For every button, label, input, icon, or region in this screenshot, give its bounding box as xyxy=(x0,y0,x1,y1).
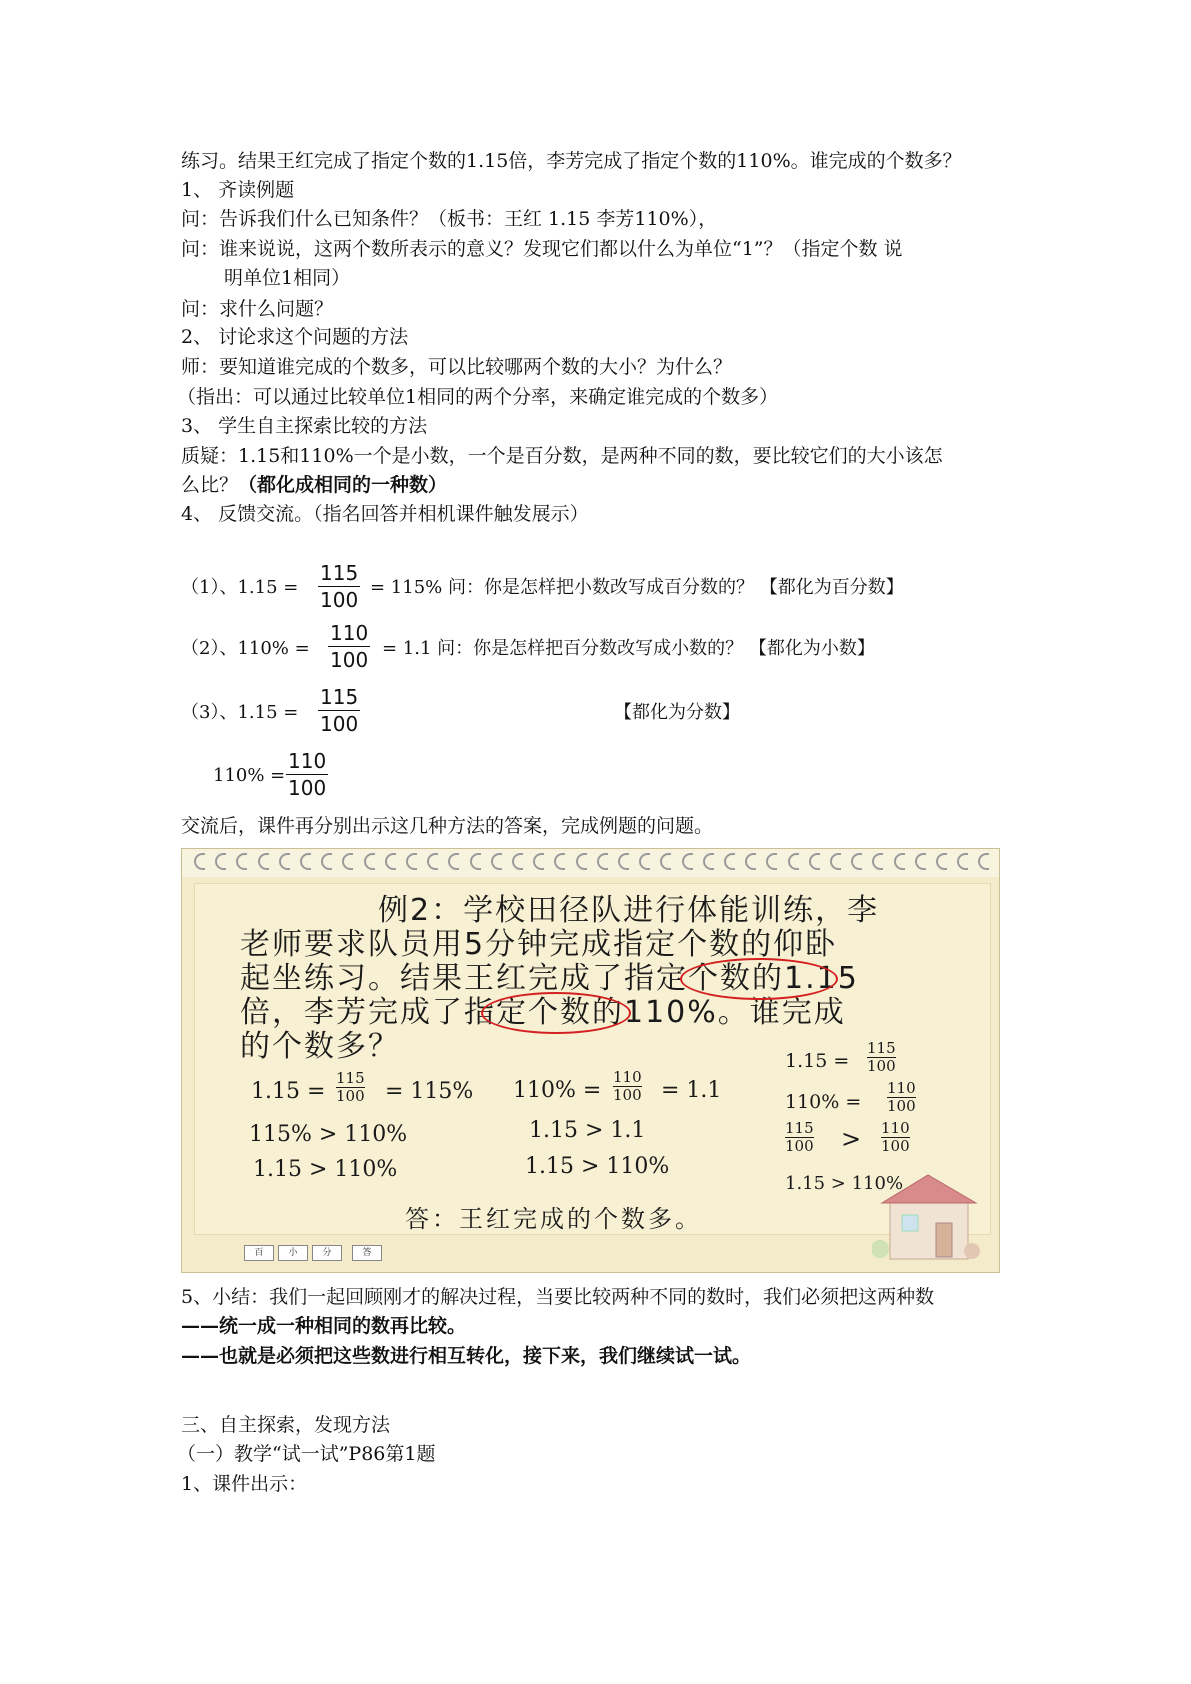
slide-image xyxy=(181,848,1000,1273)
slide-text-line: 老师要求队员用5分钟完成指定个数的仰卧 xyxy=(240,927,838,962)
binder-ring xyxy=(894,853,905,870)
numerator: 110 xyxy=(288,749,327,773)
text-line: 练习。结果王红完成了指定个数的1.15倍，李芳完成了指定个数的110%。谁完成的个数多？ xyxy=(181,150,962,172)
slide-fraction xyxy=(785,1120,814,1155)
text-line xyxy=(181,472,447,498)
binder-ring xyxy=(215,853,226,870)
slide-math: 1.15 > 110% xyxy=(253,1157,398,1182)
nav-button-decimal[interactable]: 小 xyxy=(278,1245,308,1261)
slide-math: 115% > 110% xyxy=(249,1122,408,1147)
slide-math: 1.15 > 110% xyxy=(785,1173,904,1194)
slide-fraction xyxy=(887,1080,916,1115)
text-line: 问：谁来说说，这两个数所表示的意义？发现它们都以什么为单位“1”？（指定个数 说 xyxy=(181,238,903,260)
denominator: 100 xyxy=(613,1086,642,1104)
slide-math: 110% = xyxy=(513,1078,602,1103)
binder-ring xyxy=(618,853,629,870)
math-text: = 1.1 问：你是怎样把百分数改写成小数的？ 【都化为小数】 xyxy=(382,638,875,659)
binder-ring xyxy=(406,853,417,870)
binder-ring xyxy=(809,853,820,870)
fraction xyxy=(328,620,370,673)
highlight-oval xyxy=(680,958,838,1000)
binder-ring xyxy=(533,853,544,870)
math-label: （1）、1.15 = xyxy=(181,577,299,598)
section-heading: 1、 齐读例题 xyxy=(181,179,295,201)
binder-ring xyxy=(830,853,841,870)
bold-line: ——也就是必须把这些数进行相互转化，接下来，我们继续试一试。 xyxy=(181,1345,752,1367)
denominator: 100 xyxy=(288,776,327,800)
numerator: 115 xyxy=(867,1039,896,1057)
math-label: 110% = xyxy=(213,765,286,786)
binder-ring xyxy=(491,853,502,870)
nav-button-fraction[interactable]: 分 xyxy=(312,1245,342,1261)
denominator: 100 xyxy=(320,712,359,736)
binder-ring xyxy=(936,853,947,870)
bold-span: （都化成相同的一种数） xyxy=(238,474,448,496)
denominator: 100 xyxy=(785,1137,814,1155)
slide-answer: 答：王红完成的个数多。 xyxy=(405,1205,702,1233)
slide-text-line: 倍，李芳完成了指定个数的110%。谁完成 xyxy=(240,995,846,1030)
slide-math: = 1.1 xyxy=(661,1078,722,1103)
numerator: 110 xyxy=(330,621,369,645)
bold-line: ——统一成一种相同的数再比较。 xyxy=(181,1315,467,1337)
binder-ring xyxy=(512,853,523,870)
section-heading: 4、 反馈交流。（指名回答并相机课件触发展示） xyxy=(181,503,589,525)
binder-ring xyxy=(236,853,247,870)
denominator: 100 xyxy=(867,1057,896,1075)
slide-fraction xyxy=(881,1120,910,1155)
fraction xyxy=(318,684,360,737)
binder-ring xyxy=(448,853,459,870)
numerator: 110 xyxy=(881,1119,910,1137)
nav-button-answer[interactable]: 答 xyxy=(352,1245,382,1261)
text-line: 1、课件出示： xyxy=(181,1473,308,1495)
denominator: 100 xyxy=(881,1137,910,1155)
binder-ring xyxy=(279,853,290,870)
slide-fraction xyxy=(336,1070,365,1105)
binder-rings xyxy=(182,849,999,877)
binder-ring xyxy=(385,853,396,870)
fraction xyxy=(318,560,360,613)
text-line: 师：要知道谁完成的个数多，可以比较哪两个数的大小？为什么？ xyxy=(181,356,733,378)
binder-ring xyxy=(597,853,608,870)
highlight-oval xyxy=(481,992,631,1034)
slide-fraction xyxy=(867,1040,896,1075)
slide-text-line: 起坐练习。结果王红完成了指定个数的1.15 xyxy=(240,961,859,996)
binder-ring xyxy=(978,853,989,870)
binder-ring xyxy=(703,853,714,870)
binder-ring xyxy=(915,853,926,870)
text-line: 交流后，课件再分别出示这几种方法的答案，完成例题的问题。 xyxy=(181,815,714,837)
section-heading: （一）教学“试一试”P86第1题 xyxy=(177,1443,436,1465)
binder-ring xyxy=(745,853,756,870)
slide-math: > xyxy=(841,1125,862,1153)
binder-ring xyxy=(342,853,353,870)
section-heading: 三、自主探索，发现方法 xyxy=(181,1414,391,1436)
numerator: 115 xyxy=(320,561,359,585)
text-line: 质疑：1.15和110%一个是小数，一个是百分数，是两种不同的数，要比较它们的大小该怎 xyxy=(181,445,943,467)
slide-text-line: 例2：学校田径队进行体能训练，李 xyxy=(378,893,880,928)
numerator: 110 xyxy=(613,1068,642,1086)
slide-math: 1.15 > 110% xyxy=(525,1154,670,1179)
slide-math: 110% = xyxy=(785,1091,862,1113)
section-heading: 3、 学生自主探索比较的方法 xyxy=(181,415,428,437)
binder-ring xyxy=(470,853,481,870)
text-line: 5、小结：我们一起回顾刚才的解决过程，当要比较两种不同的数时，我们必须把这两种数 xyxy=(181,1286,935,1308)
nav-button-percent[interactable]: 百 xyxy=(244,1245,274,1261)
slide-fraction xyxy=(613,1069,642,1104)
binder-ring xyxy=(194,853,205,870)
text-line: （指出：可以通过比较单位1相同的两个分率，来确定谁完成的个数多） xyxy=(177,386,779,408)
denominator: 100 xyxy=(330,648,369,672)
text-line: 问：告诉我们什么已知条件？（板书：王红 1.15 李芳110%）， xyxy=(181,208,718,230)
math-label: （3）、1.15 = xyxy=(181,702,299,723)
slide-math: 1.15 = xyxy=(251,1079,326,1104)
binder-ring xyxy=(851,853,862,870)
binder-ring xyxy=(364,853,375,870)
slide-text-line: 的个数多？ xyxy=(240,1029,400,1064)
denominator: 100 xyxy=(320,588,359,612)
binder-ring xyxy=(554,853,565,870)
math-label: （2）、110% = xyxy=(181,638,310,659)
slide-math: 1.15 > 1.1 xyxy=(529,1118,646,1143)
binder-ring xyxy=(321,853,332,870)
text-line: 明单位1相同） xyxy=(224,267,351,289)
math-text: 【都化为分数】 xyxy=(614,702,740,723)
text-span: 么比？ xyxy=(181,474,239,496)
numerator: 110 xyxy=(887,1079,916,1097)
fraction xyxy=(286,748,328,801)
slide-math: 1.15 = xyxy=(785,1050,850,1072)
numerator: 115 xyxy=(320,685,359,709)
binder-ring xyxy=(766,853,777,870)
section-heading: 2、 讨论求这个问题的方法 xyxy=(181,326,409,348)
binder-ring xyxy=(660,853,671,870)
slide-math: = 115% xyxy=(385,1079,474,1104)
math-text: = 115% 问：你是怎样把小数改写成百分数的？ 【都化为百分数】 xyxy=(370,577,904,598)
binder-ring xyxy=(724,853,735,870)
numerator: 115 xyxy=(336,1069,365,1087)
text-line: 问：求什么问题？ xyxy=(181,298,334,320)
denominator: 100 xyxy=(336,1087,365,1105)
numerator: 115 xyxy=(785,1119,814,1137)
binder-ring xyxy=(300,853,311,870)
denominator: 100 xyxy=(887,1097,916,1115)
binder-ring xyxy=(576,853,587,870)
binder-ring xyxy=(872,853,883,870)
house-illustration xyxy=(872,1169,982,1264)
binder-ring xyxy=(639,853,650,870)
binder-ring xyxy=(258,853,269,870)
binder-ring xyxy=(427,853,438,870)
binder-ring xyxy=(788,853,799,870)
binder-ring xyxy=(682,853,693,870)
binder-ring xyxy=(957,853,968,870)
